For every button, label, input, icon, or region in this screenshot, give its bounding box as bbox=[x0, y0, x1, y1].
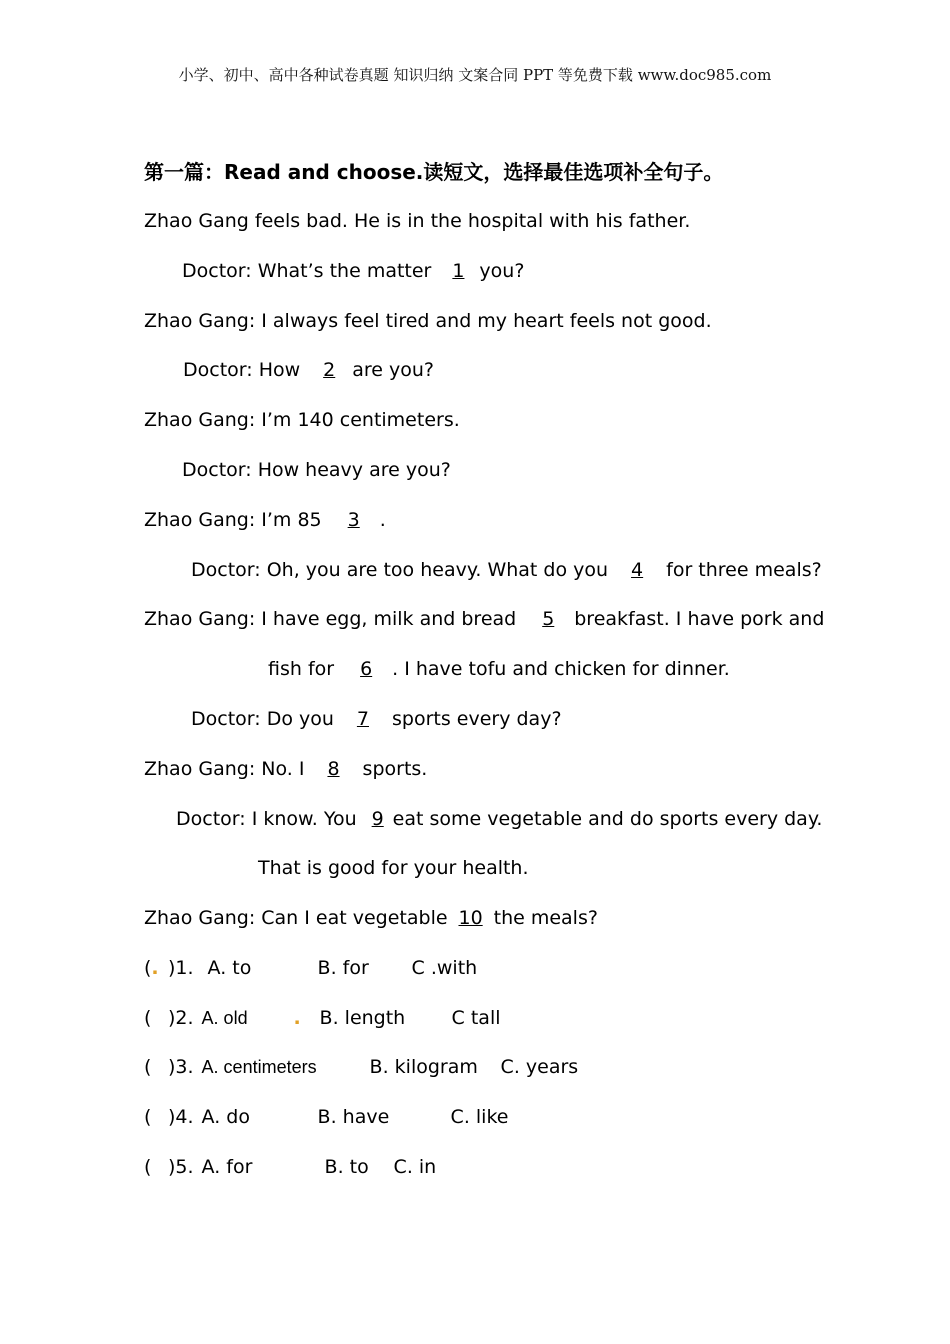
passage-line-3 bbox=[183, 357, 434, 383]
option-c[interactable]: C .with bbox=[411, 957, 478, 979]
option-b[interactable]: B. kilogram bbox=[369, 1056, 478, 1078]
option-c[interactable]: C. years bbox=[500, 1056, 579, 1078]
line-text: Zhao Gang: I have egg, milk and bread bbox=[144, 608, 523, 630]
line-text: are you? bbox=[352, 359, 434, 381]
line-text: Zhao Gang: No. I bbox=[144, 758, 311, 780]
passage-intro: Zhao Gang feels bad. He is in the hospital with his father. bbox=[144, 210, 691, 232]
blank-9: 9 bbox=[371, 808, 384, 830]
passage-line-1 bbox=[182, 258, 524, 284]
question-number: )3. bbox=[168, 1056, 194, 1078]
section-title: 第一篇：Read and choose.读短文，选择最佳选项补全句子。 bbox=[144, 160, 724, 184]
blank-3: 3 bbox=[347, 509, 360, 531]
answer-paren[interactable]: ( bbox=[144, 1106, 152, 1128]
passage-line-12 bbox=[176, 806, 822, 832]
marker-dot: . bbox=[151, 957, 159, 979]
passage-line-6 bbox=[144, 507, 386, 533]
blank-1: 1 bbox=[452, 260, 465, 282]
option-a[interactable]: A. do bbox=[201, 1106, 250, 1128]
line-text: breakfast. I have pork and bbox=[574, 608, 825, 630]
blank-8: 8 bbox=[327, 758, 340, 780]
passage-line-4: Zhao Gang: I’m 140 centimeters. bbox=[144, 409, 460, 431]
line-text: the meals? bbox=[487, 907, 598, 929]
line-text: Zhao Gang: Can I eat vegetable bbox=[144, 907, 454, 929]
answer-paren[interactable]: ( bbox=[144, 1056, 152, 1078]
line-text: for three meals? bbox=[660, 559, 822, 581]
line-text: sports every day? bbox=[385, 708, 562, 730]
option-a[interactable]: A. to bbox=[207, 957, 252, 979]
line-text: Doctor: Do you bbox=[191, 708, 340, 730]
line-text: Doctor: How bbox=[183, 359, 307, 381]
passage-line-14 bbox=[144, 905, 598, 931]
answer-paren[interactable]: (. bbox=[144, 957, 159, 979]
option-b[interactable]: B. for bbox=[317, 957, 369, 979]
option-a[interactable]: A. centimeters bbox=[201, 1057, 317, 1077]
answer-paren[interactable]: ( bbox=[144, 1007, 152, 1029]
blank-7: 7 bbox=[356, 708, 369, 730]
option-b[interactable]: B. to bbox=[324, 1156, 369, 1178]
passage-line-8 bbox=[144, 606, 824, 632]
blank-2: 2 bbox=[323, 359, 336, 381]
line-text: sports. bbox=[356, 758, 428, 780]
page-header: 小学、初中、高中各种试卷真题 知识归纳 文案合同 PPT 等免费下载 www.doc985.com bbox=[178, 66, 772, 84]
passage-line-10 bbox=[191, 706, 562, 732]
blank-5: 5 bbox=[542, 608, 555, 630]
option-a[interactable]: A. for bbox=[201, 1156, 253, 1178]
blank-6: 6 bbox=[360, 658, 373, 680]
question-4 bbox=[144, 1104, 508, 1130]
marker-dot: . bbox=[293, 1007, 301, 1029]
answer-paren[interactable]: ( bbox=[144, 1156, 152, 1178]
option-c[interactable]: C. like bbox=[450, 1106, 509, 1128]
line-text: . I have tofu and chicken for dinner. bbox=[392, 658, 730, 680]
question-number: )2. bbox=[168, 1007, 194, 1029]
passage-line-13: That is good for your health. bbox=[258, 857, 529, 879]
passage-line-7 bbox=[191, 557, 822, 583]
passage-line-9 bbox=[268, 656, 730, 682]
option-c[interactable]: C. in bbox=[393, 1156, 437, 1178]
blank-10: 10 bbox=[458, 907, 483, 929]
option-b[interactable]: B. have bbox=[317, 1106, 390, 1128]
option-b[interactable]: B. length bbox=[319, 1007, 406, 1029]
question-number: )1. bbox=[168, 957, 194, 979]
option-c[interactable]: C tall bbox=[451, 1007, 501, 1029]
question-5 bbox=[144, 1154, 436, 1180]
line-text: Doctor: Oh, you are too heavy. What do you bbox=[191, 559, 615, 581]
line-text: Doctor: What’s the matter bbox=[182, 260, 438, 282]
blank-4: 4 bbox=[631, 559, 644, 581]
line-text: Zhao Gang: I’m 85 bbox=[144, 509, 328, 531]
passage-line-11 bbox=[144, 756, 427, 782]
passage-line-5: Doctor: How heavy are you? bbox=[182, 459, 451, 481]
passage-line-2: Zhao Gang: I always feel tired and my heart feels not good. bbox=[144, 310, 712, 332]
question-1 bbox=[144, 955, 477, 981]
question-2 bbox=[144, 1005, 501, 1031]
question-3 bbox=[144, 1054, 578, 1080]
question-number: )4. bbox=[168, 1106, 194, 1128]
line-text: Doctor: I know. You bbox=[176, 808, 363, 830]
line-text: fish for bbox=[268, 658, 341, 680]
question-number: )5. bbox=[168, 1156, 194, 1178]
line-text: . bbox=[379, 509, 386, 531]
option-a[interactable]: A. old bbox=[201, 1008, 248, 1028]
line-text: you? bbox=[479, 260, 525, 282]
line-text: eat some vegetable and do sports every day. bbox=[392, 808, 823, 830]
